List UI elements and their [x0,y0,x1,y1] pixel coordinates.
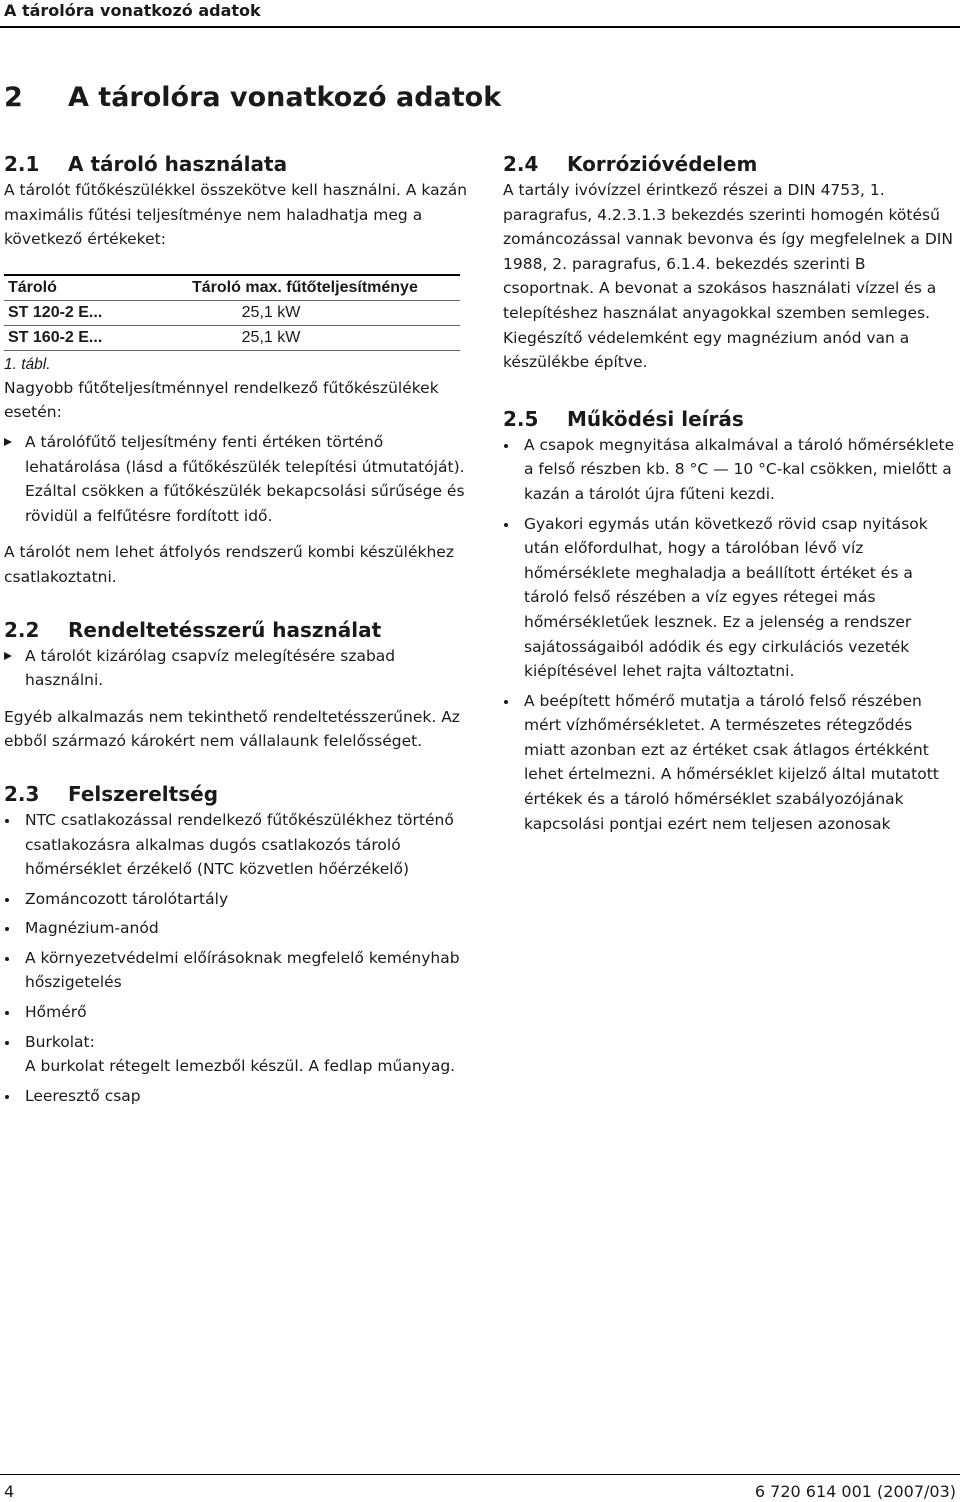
list-item: NTC csatlakozással rendelkező fűtőkészülékhez történő csatlakozásra alkalmas dugós csatlakozós tároló hőmérséklet érzékelő (NTC közvetlen hőérzékelő) [4,808,472,882]
list-item: A környezetvédelmi előírásoknak megfelelő keményhab hőszigetelés [4,946,472,995]
list-item: Zománcozott tárolótartály [4,887,472,912]
list-item: Gyakori egymás után következő rövid csap nyitások után előfordulhat, hogy a tárolóban lévő víz hőmérséklete meghaladja a beállított értéket és a tároló felső részében a víz egyes rétegei más hőmérsékletűek lesznek. Ez a jelenség a rendszer sajátosságaiból adódik és egy cirkulációs vezeték kiépítésével lehet rajta változtatni. [503,512,958,684]
page-number: 4 [4,1482,15,1501]
storage-power-table [4,274,460,351]
section-2-2-heading [4,616,472,644]
section-2-1-heading [4,150,472,178]
section-number: 2.5 [503,406,539,431]
right-column [503,150,958,836]
action-step: A tárolófűtő teljesítmény fenti értéken történő lehatárolása (lásd a fűtőkészülék telepítési útmutatóját). [4,430,472,479]
list-item [4,1030,472,1079]
section-title: Felszereltség [68,781,219,806]
table-row [4,301,460,326]
table-header-cell: Tároló [8,278,57,296]
action-steps [4,644,472,693]
section-2-4-text: A tartály ivóvízzel érintkező részei a DIN 4753, 1. paragrafus, 4.2.3.1.3 bekezdés szerinti homogén kötésű zománcozással vannak bevonva és így megfelelnek a DIN 1988, 2. paragrafus, 6.1.4. bekezdés szerinti B csoportnak. A bevonat a szokásos használati vízzel és a telepítéshez használat anyagokkal szemben semleges. Kiegészítő védelemként egy magnézium anód van a készülékbe építve. [503,181,953,372]
left-column [4,150,472,1108]
list-item-label: Burkolat: [25,1032,95,1051]
section-2-1-note: A tárolót nem lehet átfolyós rendszerű kombi készülékhez csatlakoztatni. [4,543,454,586]
table-cell-model: ST 120-2 E... [8,303,103,321]
list-item: A beépített hőmérő mutatja a tároló felső részében mért vízhőmérsékletet. A természetes rétegződés miatt azonban ezt az értéket csak átlagos értékként lehet értelmezni. A hőmérséklet kijelző által mutatott értékek és a tároló hőmérséklet szabályozójának kapcsolási pontjai ezért nem teljesen azonosak [503,689,958,837]
chapter-number: 2 [4,82,23,113]
section-title: Működési leírás [567,406,744,431]
section-title: Rendeltetésszerű használat [68,617,382,642]
table-header-cell: Tároló max. fűtőteljesítménye [192,278,418,296]
list-item: A csapok megnyitása alkalmával a tároló hőmérséklete a felső részben kb. 8 °C — 10 °C-kal csökken, mielőtt a kazán a tárolót újra fűteni kezdi. [503,433,958,507]
list-item: Hőmérő [4,1000,472,1025]
list-item: Magnézium-anód [4,916,472,941]
operation-list [503,433,958,837]
table-cell-power: 25,1 kW [241,328,301,346]
section-number: 2.2 [4,617,40,642]
section-number: 2.4 [503,152,539,176]
running-header-title: A tárolóra vonatkozó adatok [4,1,261,20]
chapter-title-text: A tárolóra vonatkozó adatok [68,82,502,113]
section-2-4-heading [503,150,958,178]
list-item-detail: A burkolat rétegelt lemezből készül. A fedlap műanyag. [25,1057,456,1076]
equipment-list [4,808,472,1109]
list-item: Leeresztő csap [4,1084,472,1109]
section-title: A tároló használata [68,152,288,176]
action-result: Ezáltal csökken a fűtőkészülék bekapcsolási sűrűsége és rövidül a felfűtésre fordított idő. [25,482,465,525]
action-steps [4,430,472,479]
table-caption: 1. tábl. [4,355,51,373]
action-step: A tárolót kizárólag csapvíz melegítésére szabad használni. [4,644,472,693]
table-row [4,326,460,351]
section-number: 2.3 [4,781,40,806]
table-cell-model: ST 160-2 E... [8,328,103,346]
chapter-title [4,82,501,113]
section-2-1-after-table: Nagyobb fűtőteljesítménnyel rendelkező fűtőkészülékek esetén: [4,378,439,422]
section-2-2-text: Egyéb alkalmazás nem tekinthető rendeltetésszerűnek. Az ebből származó károkért nem vállalaunk felelősséget. [4,707,460,751]
section-number: 2.1 [4,152,40,176]
section-2-3-heading [4,780,472,808]
document-number: 6 720 614 001 (2007/03) [754,1482,956,1501]
section-2-5-heading [503,405,958,433]
section-title: Korrózióvédelem [567,152,758,176]
section-2-1-intro: A tárolót fűtőkészülékkel összekötve kell használni. A kazán maximális fűtési teljesítménye nem haladhatja meg a következő értékeket: [4,181,468,249]
footer-divider [0,1474,960,1475]
table-header-row [4,276,460,301]
running-header [0,0,960,28]
table-cell-power: 25,1 kW [241,303,301,321]
